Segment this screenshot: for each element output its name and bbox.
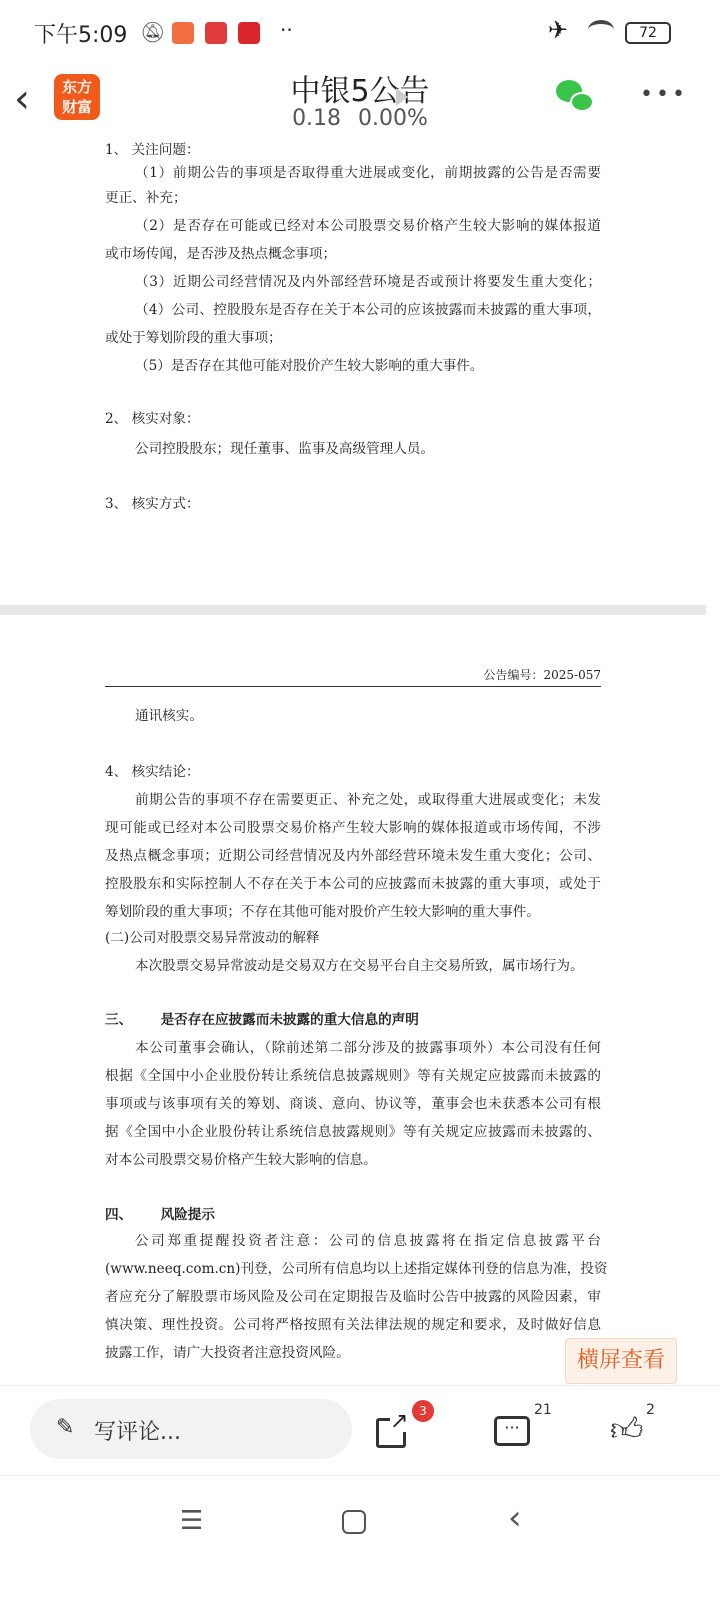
doc-line: 披露工作，请广大投资者注意投资风险。 bbox=[105, 1345, 350, 1361]
back-nav-icon[interactable]: ‹ bbox=[508, 1498, 522, 1538]
doc-line: (www.neeq.com.cn)刊登，公司所有信息均以上述指定媒体刊登的信息为准，投资 bbox=[105, 1261, 608, 1277]
status-bar bbox=[0, 0, 720, 64]
more-notifications-icon: ·· bbox=[280, 18, 293, 42]
app-notification-icon bbox=[172, 22, 194, 44]
doc-line: （1）前期公告的事项是否取得重大进展或变化，前期披露的公告是否需要 bbox=[135, 165, 601, 181]
doc-line: （5）是否存在其他可能对股价产生较大影响的重大事件。 bbox=[135, 358, 484, 374]
app-logo[interactable]: 东方财富 bbox=[54, 74, 100, 120]
section-heading: 1、 关注问题： bbox=[105, 142, 200, 158]
bottom-action-bar bbox=[0, 1385, 720, 1475]
doc-line: 事项或与该事项有关的筹划、商谈、意向、协议等，董事会也未获悉本公司有根 bbox=[105, 1096, 601, 1112]
pencil-icon: ✎ bbox=[56, 1415, 75, 1440]
doc-line: 公司郑重提醒投资者注意：公司的信息披露将在指定信息披露平台 bbox=[135, 1233, 601, 1249]
section-heading: (二)公司对股票交易异常波动的解释 bbox=[105, 930, 320, 946]
doc-line: 通讯核实。 bbox=[135, 708, 203, 724]
section-heading: 3、 核实方式： bbox=[105, 496, 200, 512]
wechat-share-icon[interactable] bbox=[556, 80, 596, 114]
doc-line: 者应充分了解股票市场风险及公司在定期报告及临时公告中披露的风险因素，审 bbox=[105, 1289, 601, 1305]
thumbs-up-icon: 👍︎ bbox=[610, 1410, 644, 1448]
section-heading: 4、 核实结论： bbox=[105, 764, 200, 780]
mute-icon: 🔕︎ bbox=[140, 20, 166, 44]
doc-line: （4）公司、控股股东是否存在关于本公司的应该披露而未披露的重大事项， bbox=[135, 302, 601, 318]
doc-line: （3）近期公司经营情况及内外部经营环境是否或预计将要发生重大变化； bbox=[135, 274, 601, 290]
comment-input[interactable] bbox=[30, 1399, 352, 1459]
share-button[interactable]: ↗ 3 bbox=[376, 1414, 410, 1448]
doc-line: 本次股票交易异常波动是交易双方在交易平台自主交易所致，属市场行为。 bbox=[135, 958, 584, 974]
notice-number: 公告编号：2025-057 bbox=[483, 668, 601, 682]
doc-line: 慎决策、理性投资。公司将严格按照有关法律法规的规定和要求，及时做好信息 bbox=[105, 1317, 601, 1333]
header-rule bbox=[105, 686, 601, 687]
doc-line: 根据《全国中小企业股份转让系统信息披露规则》等有关规定应披露而未披露的 bbox=[105, 1068, 601, 1084]
doc-line: 或处于筹划阶段的重大事项； bbox=[105, 330, 282, 346]
doc-line: （2）是否存在可能或已经对本公司股票交易价格产生较大影响的媒体报道 bbox=[135, 218, 601, 234]
doc-line: 据《全国中小企业股份转让系统信息披露规则》等有关规定应披露而未披露的、 bbox=[105, 1124, 601, 1140]
menu-nav-icon[interactable]: ☰ bbox=[180, 1506, 204, 1536]
landscape-view-button[interactable]: 横屏查看 bbox=[565, 1338, 677, 1384]
like-count: 2 bbox=[646, 1402, 655, 1418]
doc-line: 控股股东和实际控制人不存在关于本公司的应披露而未披露的重大事项，或处于 bbox=[105, 876, 601, 892]
section-heading: 三、 是否存在应披露而未披露的重大信息的声明 bbox=[105, 1012, 419, 1028]
news-notification-icon bbox=[238, 22, 260, 44]
doc-line: 及热点概念事项；近期公司经营情况及内外部经营环境未发生重大变化；公司、 bbox=[105, 848, 601, 864]
like-button[interactable] bbox=[610, 1402, 655, 1450]
doc-line: 本公司董事会确认，（除前述第二部分涉及的披露事项外）本公司没有任何 bbox=[135, 1040, 601, 1056]
stock-price: 0.18 bbox=[292, 106, 342, 131]
doc-line: 或市场传闻，是否涉及热点概念事项； bbox=[105, 246, 337, 262]
comment-count: 21 bbox=[534, 1402, 552, 1418]
doc-line: 现可能或已经对本公司股票交易价格产生较大影响的媒体报道或市场传闻，不涉 bbox=[105, 820, 601, 836]
battery-icon: 72 bbox=[625, 22, 671, 44]
airplane-icon: ✈ bbox=[548, 16, 569, 44]
doc-line: 公司控股股东；现任董事、监事及高级管理人员。 bbox=[135, 441, 435, 457]
comments-button[interactable] bbox=[494, 1402, 552, 1450]
page-separator bbox=[0, 605, 706, 615]
system-nav-bar bbox=[0, 1475, 720, 1600]
doc-line: 对本公司股票交易价格产生较大影响的信息。 bbox=[105, 1152, 377, 1168]
share-badge: 3 bbox=[412, 1400, 434, 1422]
more-options-icon[interactable]: ••• bbox=[640, 82, 688, 107]
wifi-icon bbox=[588, 20, 614, 40]
doc-line: 筹划阶段的重大事项；不存在其他可能对股价产生较大影响的重大事件。 bbox=[105, 904, 540, 920]
doc-line: 更正、补充； bbox=[105, 190, 187, 206]
stock-change: 0.00% bbox=[358, 106, 428, 131]
section-heading: 四、 风险提示 bbox=[105, 1207, 215, 1223]
comment-placeholder: 写评论... bbox=[94, 1420, 181, 1445]
page-title: 中银5公告 bbox=[290, 74, 430, 109]
status-time: 下午5:09 bbox=[34, 23, 128, 48]
back-button[interactable]: ‹ bbox=[14, 76, 30, 122]
home-nav-icon[interactable] bbox=[342, 1510, 366, 1534]
stock-quote[interactable] bbox=[0, 106, 720, 131]
doc-line: 前期公告的事项不存在需要更正、补充之处，或取得重大进展或变化；未发 bbox=[135, 792, 601, 808]
toutiao-notification-icon bbox=[205, 22, 227, 44]
expand-arrow-icon[interactable] bbox=[396, 88, 408, 106]
top-header bbox=[0, 64, 720, 138]
section-heading: 2、 核实对象： bbox=[105, 411, 200, 427]
comment-icon: ··· bbox=[494, 1416, 530, 1446]
